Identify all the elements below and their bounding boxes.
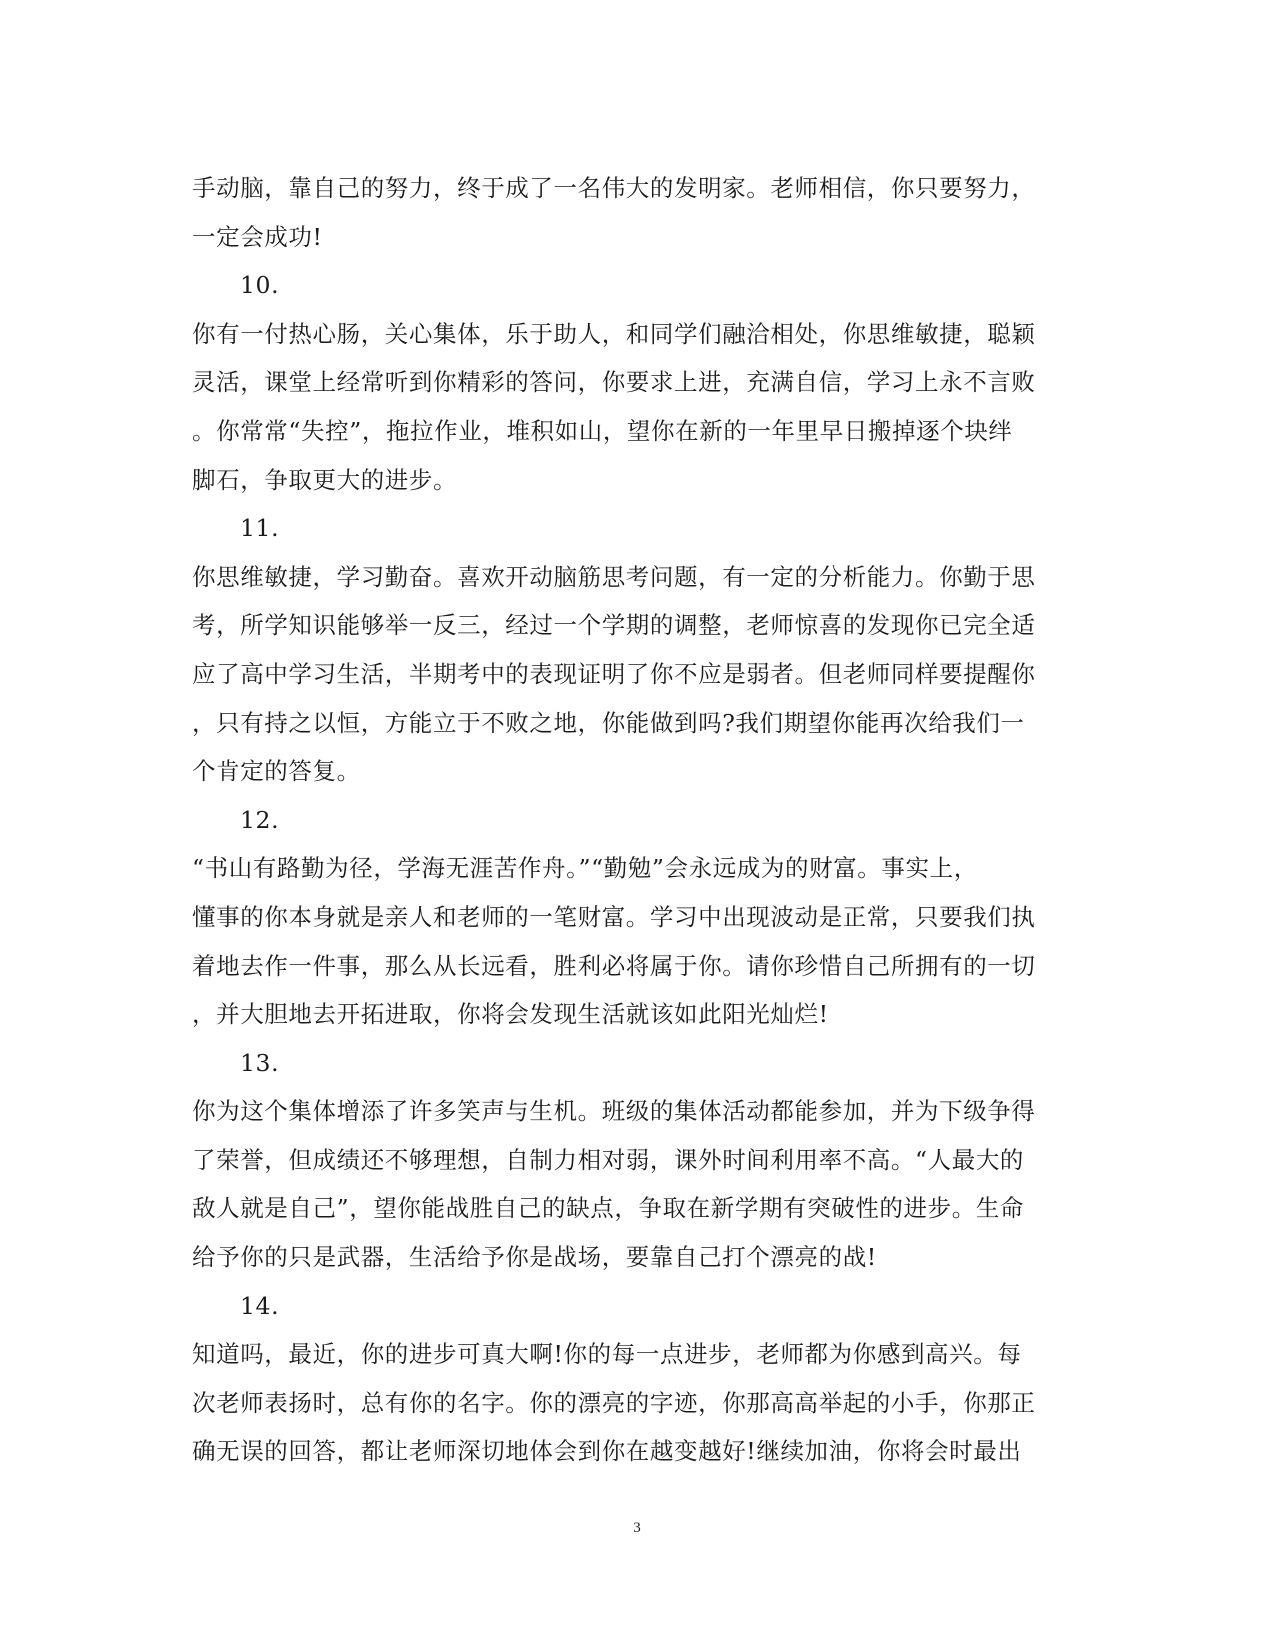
text-line: 给予你的只是武器，生活给予你是战场，要靠自己打个漂亮的战! xyxy=(192,1243,877,1272)
text-line: 脚石，争取更大的进步。 xyxy=(192,465,458,494)
item-number: 13. xyxy=(240,1048,280,1077)
text-line: 敌人就是自己”，望你能战胜自己的缺点，争取在新学期有突破性的进步。生命 xyxy=(192,1194,1025,1223)
page-number: 3 xyxy=(633,1520,641,1536)
text-line: 个肯定的答复。 xyxy=(192,757,361,786)
text-line: 一定会成功! xyxy=(192,222,323,251)
text-line: ，只有持之以恒，方能立于不败之地，你能做到吗?我们期望你能再次给我们一 xyxy=(192,708,1025,737)
item-number: 12. xyxy=(240,805,280,834)
item-number: 10. xyxy=(240,271,280,300)
text-line: 灵活，课堂上经常听到你精彩的答问，你要求上进，充满自信，学习上永不言败 xyxy=(192,368,1036,397)
text-line: 次老师表扬时，总有你的名字。你的漂亮的字迹，你那高高举起的小手，你那正 xyxy=(192,1388,1036,1417)
text-line: 着地去作一件事，那么从长远看，胜利必将属于你。请你珍惜自己所拥有的一切 xyxy=(192,951,1036,980)
text-line: 你思维敏捷，学习勤奋。喜欢开动脑筋思考问题，有一定的分析能力。你勤于思 xyxy=(192,562,1036,591)
text-line: 你为这个集体增添了许多笑声与生机。班级的集体活动都能参加，并为下级争得 xyxy=(192,1097,1036,1126)
document-body xyxy=(192,164,1072,1476)
text-line: ，并大胆地去开拓进取，你将会发现生活就该如此阳光灿烂! xyxy=(192,1000,829,1029)
text-line: 考，所学知识能够举一反三，经过一个学期的调整，老师惊喜的发现你已完全适 xyxy=(192,611,1036,640)
text-line: 手动脑，靠自己的努力，终于成了一名伟大的发明家。老师相信，你只要努力， xyxy=(192,174,1036,202)
text-line: 。你常常“失控”，拖拉作业，堆积如山，望你在新的一年里早日搬掉逐个块绊 xyxy=(192,416,1013,445)
item-number: 14. xyxy=(240,1291,280,1320)
text-line: 知道吗，最近，你的进步可真大啊!你的每一点进步，老师都为你感到高兴。每 xyxy=(192,1340,1022,1369)
text-line: 了荣誉，但成绩还不够理想，自制力相对弱，课外时间利用率不高。“人最大的 xyxy=(192,1145,1025,1174)
text-line: “书山有路勤为径，学海无涯苦作舟。”“勤勉”会永远成为的财富。事实上， xyxy=(192,854,978,883)
item-number: 11. xyxy=(240,514,280,543)
text-line: 确无误的回答，都让老师深切地体会到你在越变越好!继续加油，你将会时最出 xyxy=(192,1437,1022,1466)
text-line: 懂事的你本身就是亲人和老师的一笔财富。学习中出现波动是正常，只要我们执 xyxy=(192,902,1036,931)
text-line: 你有一付热心肠，关心集体，乐于助人，和同学们融洽相处，你思维敏捷，聪颖 xyxy=(192,319,1036,348)
text-line: 应了高中学习生活，半期考中的表现证明了你不应是弱者。但老师同样要提醒你 xyxy=(192,659,1036,688)
